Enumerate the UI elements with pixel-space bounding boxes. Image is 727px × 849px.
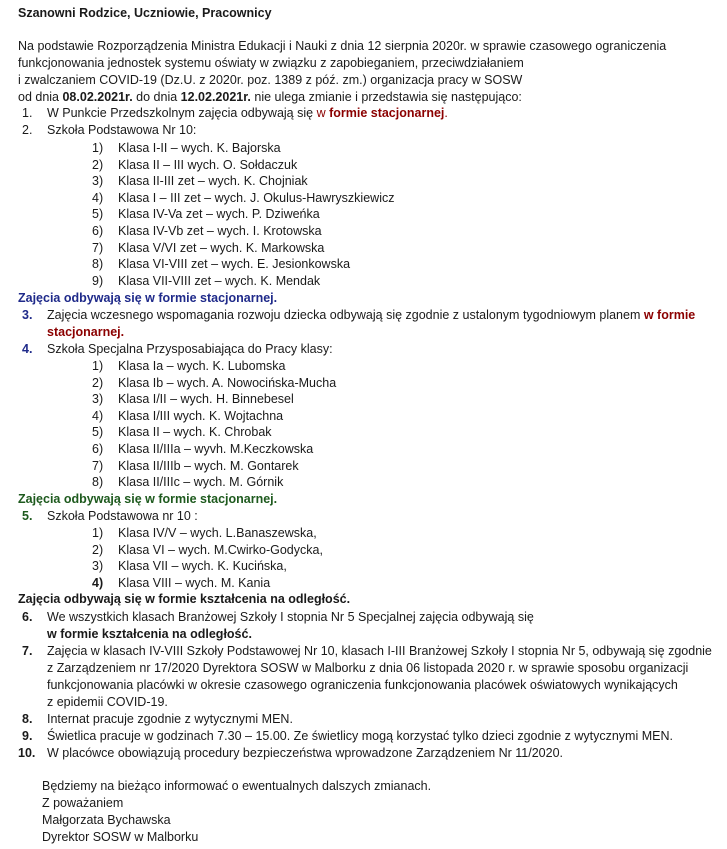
class-entry: Klasa IV/V – wych. L.Banaszewska, bbox=[118, 526, 317, 540]
class-entry: Klasa Ia – wych. K. Lubomska bbox=[118, 359, 286, 373]
closing-regards: Z poważaniem bbox=[42, 796, 124, 810]
intro-text: od dnia bbox=[18, 90, 63, 104]
item-10-number: 10. bbox=[18, 746, 36, 760]
class-number: 4) bbox=[92, 408, 104, 423]
date-from: 08.02.2021r. bbox=[62, 90, 133, 104]
item-8-text: Internat pracuje zgodnie z wytycznymi MEN. bbox=[47, 712, 293, 726]
class-number: 5) bbox=[92, 207, 104, 222]
class-number: 8) bbox=[92, 475, 104, 490]
class-number: 6) bbox=[92, 224, 104, 238]
class-entry: Klasa II/IIIa – wyvh. M.Keczkowska bbox=[118, 442, 314, 456]
item-5-number: 5. bbox=[22, 509, 33, 523]
class-number: 8) bbox=[92, 257, 104, 272]
class-entry: Klasa I/II – wych. H. Binnebesel bbox=[118, 392, 294, 407]
item-10-text: W placówce obowiązują procedury bezpieczeństwa wprowadzone Zarządzeniem Nr 11/2020. bbox=[47, 746, 564, 760]
item-7-number: 7. bbox=[22, 644, 33, 658]
item-2-text: Szkoła Podstawowa Nr 10: bbox=[47, 123, 197, 137]
class-entry: Klasa II/IIIc – wych. M. Górnik bbox=[118, 475, 284, 490]
item-1-highlight-end: . bbox=[444, 106, 448, 120]
intro-line-4 bbox=[18, 89, 522, 106]
item-6-line-1: We wszystkich klasach Branżowej Szkoły I stopnia Nr 5 Specjalnej zajęcia odbywają się bbox=[47, 610, 534, 624]
item-9-text: Świetlica pracuje w godzinach 7.30 – 15.00. Ze świetlicy mogą korzystać tylko dzieci zgodnie z wytycznymi MEN. bbox=[47, 729, 673, 743]
item-5-text: Szkoła Podstawowa nr 10 : bbox=[47, 509, 198, 523]
item-7-line-4: z epidemii COVID-19. bbox=[47, 695, 168, 709]
intro-text: nie ulega zmianie i przedstawia się następująco: bbox=[250, 90, 522, 104]
item-3-highlight-cont: stacjonarnej. bbox=[47, 325, 125, 339]
class-number: 9) bbox=[92, 273, 104, 288]
item-1-body: W Punkcie Przedszkolnym zajęcia odbywają się bbox=[47, 106, 317, 120]
class-number: 1) bbox=[92, 359, 104, 373]
class-number: 2) bbox=[92, 542, 104, 557]
item-3-text bbox=[47, 307, 695, 324]
class-number: 3) bbox=[92, 174, 104, 189]
class-entry: Klasa I-II – wych. K. Bajorska bbox=[118, 141, 281, 155]
class-entry: Klasa II-III zet – wych. K. Chojniak bbox=[118, 174, 308, 189]
class-number: 4) bbox=[92, 190, 104, 205]
class-entry: Klasa II – III wych. O. Sołdaczuk bbox=[118, 157, 298, 172]
item-5-summary: Zajęcia odbywają się w formie kształcenia na odległość. bbox=[18, 592, 351, 606]
class-entry: Klasa VIII – wych. M. Kania bbox=[118, 575, 271, 590]
class-number: 3) bbox=[92, 392, 104, 407]
intro-line-2: funkcjonowania jednostek systemu oświaty w związku z zapobieganiem, przeciwdziałaniem bbox=[18, 56, 524, 70]
class-entry: Klasa VI – wych. M.Cwirko-Godycka, bbox=[118, 542, 323, 557]
class-number: 3) bbox=[92, 559, 104, 574]
item-1-highlight: w bbox=[316, 106, 330, 120]
class-number: 7) bbox=[92, 458, 104, 473]
class-entry: Klasa IV-Va zet – wych. P. Dziweńka bbox=[118, 207, 320, 222]
signatory-name: Małgorzata Bychawska bbox=[42, 813, 171, 827]
item-2-summary: Zajęcia odbywają się w formie stacjonarnej. bbox=[18, 291, 278, 305]
item-4-summary: Zajęcia odbywają się w formie stacjonarnej. bbox=[18, 492, 278, 506]
item-1-number: 1. bbox=[22, 106, 33, 120]
item-4-number: 4. bbox=[22, 342, 33, 356]
closing-line: Będziemy na bieżąco informować o ewentualnych dalszych zmianach. bbox=[42, 779, 432, 793]
class-entry: Klasa I – III zet – wych. J. Okulus-Hawryszkiewicz bbox=[118, 190, 395, 205]
date-to: 12.02.2021r. bbox=[180, 90, 251, 104]
item-3-body: Zajęcia wczesnego wspomagania rozwoju dziecka odbywają się zgodnie z ustalonym tygodniowym planem bbox=[47, 308, 644, 322]
class-entry: Klasa II – wych. K. Chrobak bbox=[118, 425, 272, 440]
class-number: 5) bbox=[92, 425, 104, 440]
item-2-number: 2. bbox=[22, 123, 33, 137]
greeting: Szanowni Rodzice, Uczniowie, Pracownicy bbox=[18, 6, 272, 20]
item-7-line-3: funkcjonowania placówki w okresie czasowego ograniczenia funkcjonowania placówek oświatowych wynikających bbox=[47, 678, 678, 692]
class-number: 1) bbox=[92, 526, 104, 540]
intro-line-3: i zwalczaniem COVID-19 (Dz.U. z 2020r. poz. 1389 z póź. zm.) organizacja pracy w SOSW bbox=[18, 73, 523, 87]
item-6-number: 6. bbox=[22, 610, 33, 624]
class-entry: Klasa VII – wych. K. Kucińska, bbox=[118, 559, 287, 574]
class-number: 2) bbox=[92, 375, 104, 390]
class-number: 7) bbox=[92, 240, 104, 255]
class-entry: Klasa VI-VIII zet – wych. E. Jesionkowska bbox=[118, 257, 351, 272]
item-3-number: 3. bbox=[22, 308, 33, 322]
item-7-line-2: z Zarządzeniem nr 17/2020 Dyrektora SOSW w Malborku z dnia 06 listopada 2020 r. w sprawie sposobu organizacji bbox=[47, 661, 689, 675]
item-1-text bbox=[47, 105, 448, 122]
item-7-line-1: Zajęcia w klasach IV-VIII Szkoły Podstawowej Nr 10, klasach I-III Branżowej Szkoły I stopnia Nr 5, odbywają się zgodnie bbox=[47, 644, 712, 658]
class-entry: Klasa V/VI zet – wych. K. Markowska bbox=[118, 240, 325, 255]
item-9-number: 9. bbox=[22, 729, 33, 743]
class-number: 4) bbox=[92, 575, 104, 590]
intro-line-1: Na podstawie Rozporządzenia Ministra Edukacji i Nauki z dnia 12 sierpnia 2020r. w sprawie czasowego ograniczenia bbox=[18, 39, 667, 53]
class-entry: Klasa IV-Vb zet – wych. I. Krotowska bbox=[118, 224, 322, 238]
item-6-line-2: w formie kształcenia na odległość. bbox=[47, 627, 252, 641]
item-8-number: 8. bbox=[22, 712, 33, 726]
item-3-highlight: w formie bbox=[643, 308, 696, 322]
class-number: 6) bbox=[92, 442, 104, 456]
signatory-title: Dyrektor SOSW w Malborku bbox=[42, 830, 199, 844]
class-entry: Klasa Ib – wych. A. Nowocińska-Mucha bbox=[118, 375, 337, 390]
class-number: 1) bbox=[92, 141, 104, 155]
class-entry: Klasa I/III wych. K. Wojtachna bbox=[118, 408, 284, 423]
class-number: 2) bbox=[92, 157, 104, 172]
class-entry: Klasa VII-VIII zet – wych. K. Mendak bbox=[118, 273, 321, 288]
item-1-highlight-bold: formie stacjonarnej bbox=[329, 106, 445, 120]
item-4-text: Szkoła Specjalna Przysposabiająca do Pracy klasy: bbox=[47, 342, 333, 356]
intro-text: do dnia bbox=[132, 90, 181, 104]
class-entry: Klasa II/IIIb – wych. M. Gontarek bbox=[118, 458, 299, 473]
